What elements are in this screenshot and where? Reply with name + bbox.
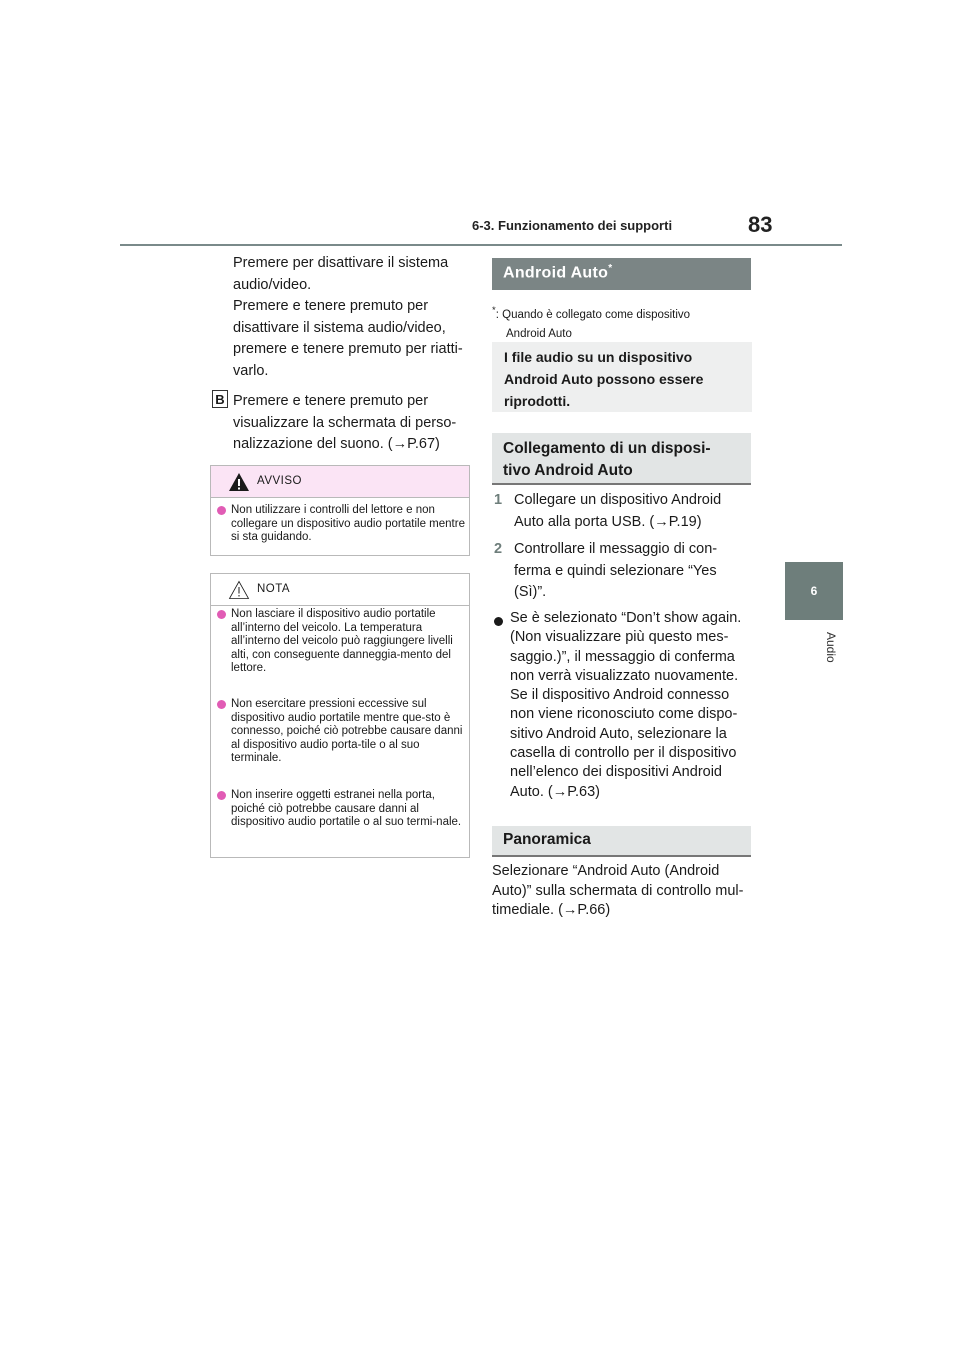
header-divider — [120, 244, 842, 246]
summary-line: I file audio su un dispositivo — [504, 349, 693, 365]
chapter-tab: 6 — [785, 562, 843, 620]
text-line: Se è selezionato “Don’t show again. — [510, 610, 742, 626]
bullet-paragraph — [510, 609, 750, 802]
footnote-line: Android Auto — [506, 327, 572, 340]
bullet-icon — [217, 506, 226, 515]
text-line: (Sì)”. — [514, 584, 547, 600]
heading-line: tivo Android Auto — [503, 462, 633, 479]
heading-footnote-mark: * — [608, 263, 613, 274]
step-text — [514, 539, 750, 604]
bullet-icon — [217, 700, 226, 709]
text-line: Collegare un dispositivo Android — [514, 492, 722, 508]
text-line: Premere e tenere premuto per — [233, 298, 429, 314]
footnote-mark: * — [492, 305, 496, 316]
chapter-label: Audio — [824, 632, 838, 663]
text-line: Premere per disattivare il sistema — [233, 255, 449, 271]
note-item-text: Non lasciare il dispositivo audio portatile all’interno del veicolo. La temperatura all’interno del veicolo può raggiungere livelli alti, con conseguente danneggia-mento del lettore. — [231, 608, 453, 674]
text-line: non viene riconosciuto come dispo- — [510, 706, 738, 723]
note-item-text: Non esercitare pressioni eccessive sul dispositivo audio portatile mentre que-sto è connesso, poiché ciò potrebbe causare danni al dispositivo audio porta-tile o al suo terminale. — [231, 698, 463, 764]
text-line: Auto alla porta USB. (→P.19) — [514, 513, 702, 530]
text-line: timediale. (→P.66) — [492, 902, 611, 918]
caution-triangle-icon — [228, 580, 250, 600]
text-line: visualizzare la schermata di perso- — [233, 414, 457, 431]
bullet-icon — [217, 610, 226, 619]
step-text — [514, 490, 750, 533]
text-line: casella di controllo per il dispositivo — [510, 745, 737, 762]
left-paragraph-1 — [233, 253, 469, 382]
summary-box — [492, 342, 752, 412]
overview-paragraph — [492, 862, 754, 921]
text-line: Controllare il messaggio di con- — [514, 541, 718, 557]
warning-header — [211, 466, 469, 498]
text-line: Se il dispositivo Android connesso — [510, 687, 730, 704]
text-line: audio/video. — [233, 276, 312, 293]
footnote-line: : Quando è collegato come dispositivo — [495, 308, 691, 321]
left-paragraph-2 — [233, 391, 469, 456]
text-line: sitivo Android Auto, selezionare la — [510, 725, 727, 742]
text-line: Selezionare “Android Auto (Android — [492, 863, 720, 879]
text-line: varlo. — [233, 362, 269, 379]
summary-line: riprodotti. — [504, 393, 571, 409]
overview-heading: Panoramica — [492, 826, 751, 857]
connect-heading — [492, 433, 751, 485]
reference-marker: B — [212, 390, 228, 408]
section-title: 6-3. Funzionamento dei supporti — [472, 218, 673, 233]
text-line: Premere e tenere premuto per — [233, 393, 429, 409]
step-number: 1 — [494, 492, 503, 508]
step-number: 2 — [494, 541, 503, 557]
warning-label: AVVISO — [257, 475, 302, 487]
warning-item-text: Non utilizzare i controlli del lettore e non collegare un dispositivo audio portatile mentre si sta guidando. — [231, 504, 465, 543]
note-item-text: Non inserire oggetti estranei nella porta, poiché ciò potrebbe causare danni al dispositivo audio portatile o al suo termi-nale. — [231, 789, 462, 828]
text-line: premere e tenere premuto per riatti- — [233, 341, 463, 357]
bullet-icon — [494, 617, 503, 626]
heading-line: Collegamento di un disposi- — [503, 440, 711, 457]
text-line: (Non visualizzare più questo mes- — [510, 629, 729, 646]
text-line: disattivare il sistema audio/video, — [233, 319, 446, 336]
page-number: 83 — [748, 212, 773, 237]
text-line: ferma e quindi selezionare “Yes — [514, 562, 717, 579]
text-line: nalizzazione del suono. (→P.67) — [233, 436, 440, 452]
note-header — [211, 574, 469, 606]
text-line: Auto. (→P.63) — [510, 783, 601, 800]
text-line: non verrà visualizzato nuovamente. — [510, 667, 739, 684]
bullet-icon — [217, 791, 226, 800]
text-line: nell’elenco dei dispositivi Android — [510, 764, 722, 781]
warning-box — [210, 465, 470, 556]
android-auto-heading — [492, 258, 751, 290]
summary-line: Android Auto possono essere — [504, 371, 704, 387]
note-box — [210, 573, 470, 858]
heading-text: Android Auto — [503, 264, 609, 282]
warning-triangle-icon — [228, 472, 250, 492]
note-label: NOTA — [257, 583, 291, 595]
text-line: Auto)” sulla schermata di controllo mul- — [492, 882, 744, 899]
text-line: saggio.)”, il messaggio di conferma — [510, 648, 735, 665]
footnote — [492, 301, 752, 344]
